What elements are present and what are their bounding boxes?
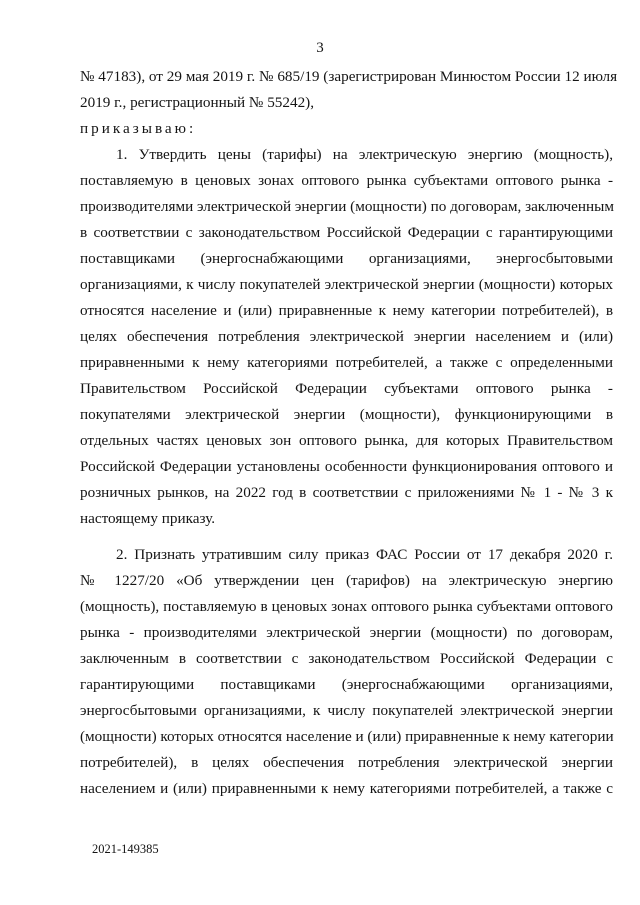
text-line: (мощность), поставляемую в ценовых зонах оптового рынка субъектами оптового [80,598,613,615]
text-line: приравненными к нему категориями потребителей, а также с определенными [80,354,613,371]
order-word: приказываю: [80,120,197,137]
text-line: № 1227/20 «Об утверждении цен (тарифов) на электрическую энергию [80,572,613,589]
text-line: отдельных частях ценовых зон оптового рынка, для которых Правительством [80,432,613,449]
text-line: Российской Федерации установлены особенности функционирования оптового и [80,458,613,475]
text-line: организациями, к числу покупателей электрической энергии (мощности) которых [80,276,613,293]
text-line: целях обеспечения потребления электрической энергии населением и (или) [80,328,613,345]
document-id: 2021-149385 [92,842,159,856]
text-line: розничных рынков, на 2022 год в соответствии с приложениями № 1 - № 3 к [80,484,613,501]
text-line: (мощности) которых относятся население и (или) приравненные к нему категории [80,728,614,745]
text-line: 2. Признать утратившим силу приказ ФАС России от 17 декабря 2020 г. [116,546,613,563]
text-line: в соответствии с законодательством Российской Федерации с гарантирующими [80,224,613,241]
text-line: 2019 г., регистрационный № 55242), [80,94,315,111]
text-line: 1. Утвердить цены (тарифы) на электрическую энергию (мощность), [116,146,613,163]
text-line: поставляемую в ценовых зонах оптового рынка субъектами оптового рынка - [80,172,613,189]
text-line: энергосбытовыми организациями, к числу покупателей электрической энергии [80,702,613,719]
text-line: Правительством Российской Федерации субъектами оптового рынка - [80,380,613,397]
page-number: 3 [316,40,324,56]
text-line: относятся население и (или) приравненные к нему категории потребителей), в [80,302,613,319]
text-line: настоящему приказу. [80,510,216,527]
text-line: заключенным в соответствии с законодательством Российской Федерации с [80,650,613,667]
item-2-paragraph [80,542,613,802]
text-line: гарантирующими поставщиками (энергоснабжающими организациями, [80,676,613,693]
paragraph-gap [80,532,613,542]
text-line: рынка - производителями электрической энергии (мощности) по договорам, [80,624,613,641]
text-line: покупателями электрической энергии (мощности), функционирующими в [80,406,613,423]
item-1-paragraph [80,142,613,532]
text-line: населением и (или) приравненными к нему категориями потребителей, а также с [80,780,613,797]
text-line: производителями электрической энергии (мощности) по договорам, заключенным [80,198,614,215]
text-line: поставщиками (энергоснабжающими организациями, энергосбытовыми [80,250,613,267]
text-line: потребителей), в целях обеспечения потребления электрической энергии [80,754,613,771]
intro-paragraph [80,64,618,116]
text-line: № 47183), от 29 мая 2019 г. № 685/19 (зарегистрирован Минюстом России 12 июля [80,68,618,85]
document-body [80,64,618,802]
